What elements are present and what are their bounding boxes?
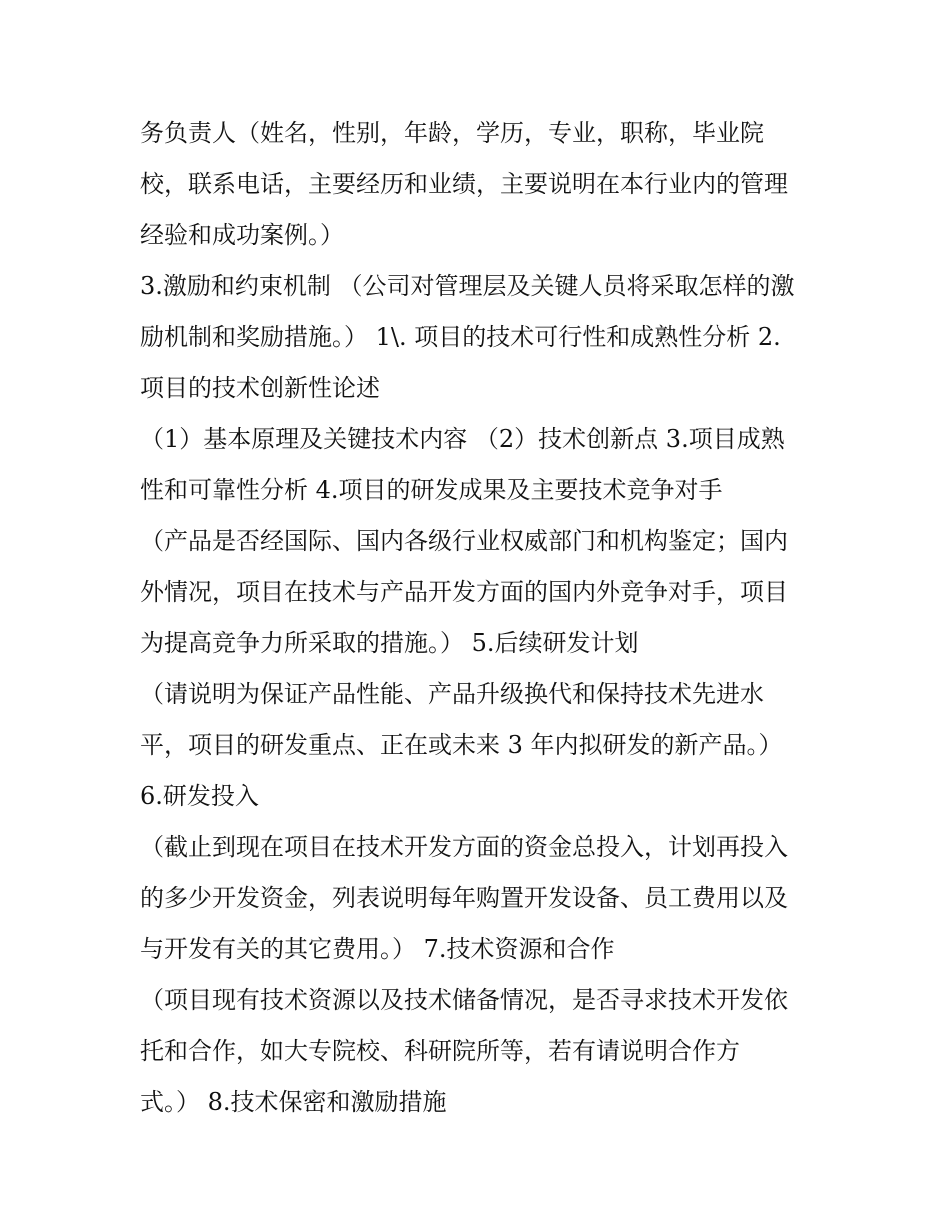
text-line: 经验和成功案例。） [140, 221, 344, 249]
text-line: 性和可靠性分析 4.项目的研发成果及主要技术竞争对手 [140, 476, 723, 504]
text-line: 6.研发投入 [140, 782, 259, 810]
text-line: 的多少开发资金，列表说明每年购置开发设备、员工费用以及 [140, 884, 788, 912]
text-line: 务负责人（姓名，性别，年龄，学历，专业，职称，毕业院 [140, 119, 764, 147]
text-line: （项目现有技术资源以及技术储备情况，是否寻求技术开发依 [140, 986, 788, 1014]
text-line: 励机制和奖励措施。） 1\. 项目的技术可行性和成熟性分析 2. [140, 323, 781, 351]
text-line: （请说明为保证产品性能、产品升级换代和保持技术先进水 [140, 680, 764, 708]
text-line: 外情况，项目在技术与产品开发方面的国内外竞争对手，项目 [140, 578, 788, 606]
text-line: （产品是否经国际、国内各级行业权威部门和机构鉴定；国内 [140, 527, 788, 555]
text-line: 托和合作，如大专院校、科研院所等，若有请说明合作方 [140, 1037, 740, 1065]
document-body [140, 108, 820, 1128]
text-line: （1）基本原理及关键技术内容 （2）技术创新点 3.项目成熟 [140, 425, 785, 453]
text-line: 3.激励和约束机制 （公司对管理层及关键人员将采取怎样的激 [140, 272, 795, 300]
text-line: 校，联系电话，主要经历和业绩，主要说明在本行业内的管理 [140, 170, 788, 198]
text-line: 为提高竞争力所采取的措施。） 5.后续研发计划 [140, 629, 639, 657]
text-line: （截止到现在项目在技术开发方面的资金总投入，计划再投入 [140, 833, 788, 861]
text-line: 与开发有关的其它费用。） 7.技术资源和合作 [140, 935, 615, 963]
text-line: 项目的技术创新性论述 [140, 374, 380, 402]
text-line: 平，项目的研发重点、正在或未来 3 年内拟研发的新产品。） [140, 731, 783, 759]
text-line: 式。） 8.技术保密和激励措施 [140, 1088, 447, 1116]
